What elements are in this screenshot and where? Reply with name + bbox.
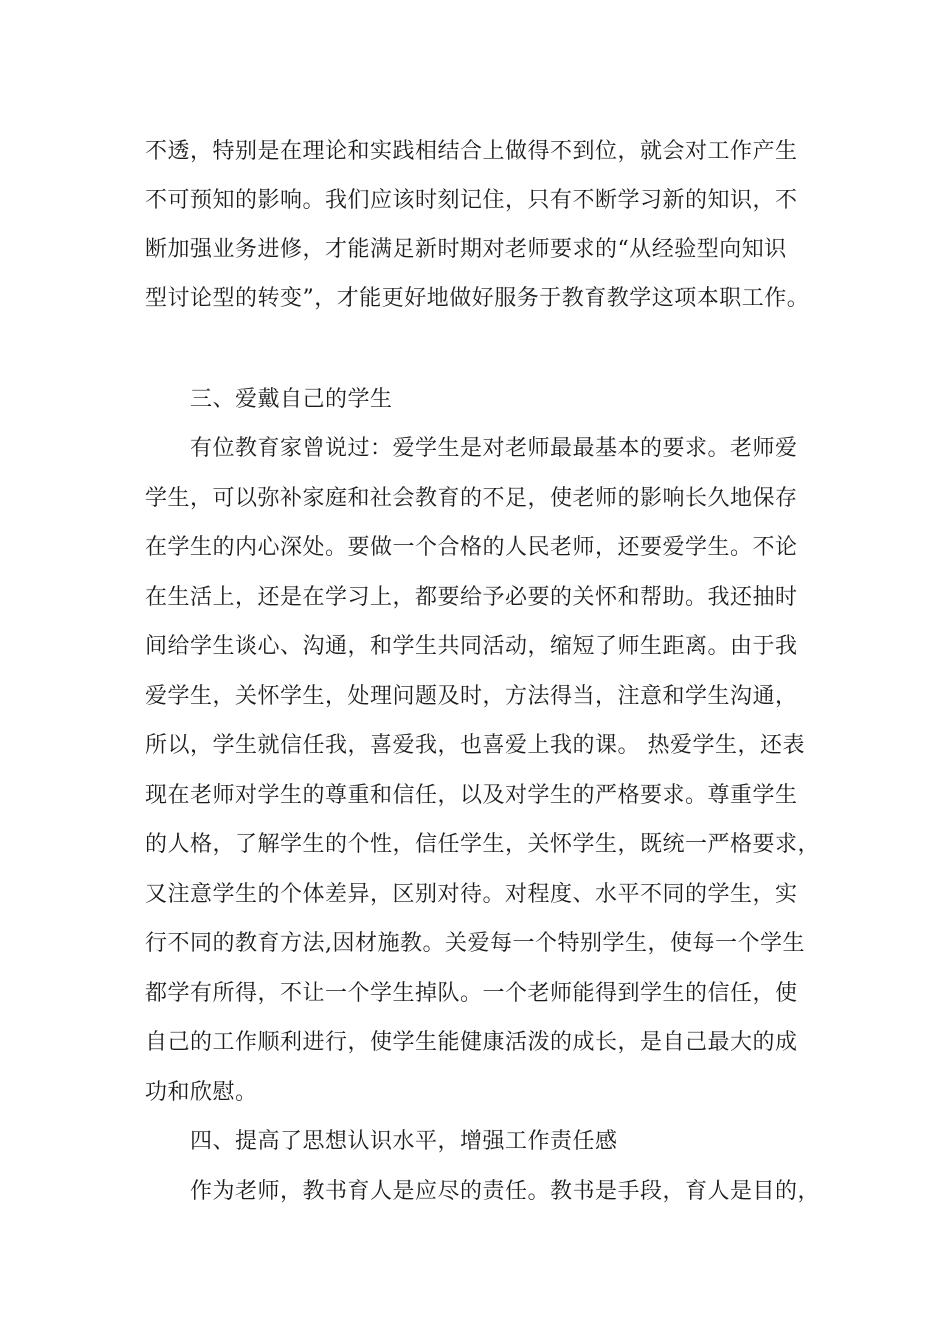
paragraph-line: 所以，学生就信任我，喜爱我，也喜爱上我的课。 热爱学生，还表 — [145, 733, 805, 758]
paragraph-line: 作为老师，教书育人是应尽的责任。教书是手段，育人是目的， — [190, 1179, 821, 1204]
paragraph-line: 现在老师对学生的尊重和信任，以及对学生的严格要求。尊重学生 — [145, 783, 798, 808]
paragraph-line: 行不同的教育方法,因材施教。关爱每一个特别学生，使每一个学生 — [145, 931, 805, 956]
paragraph-line: 在学生的内心深处。要做一个合格的人民老师，还要爱学生。不论 — [145, 535, 798, 560]
paragraph-line: 功和欣慰。 — [145, 1080, 258, 1105]
paragraph-line: 都学有所得，不让一个学生掉队。一个老师能得到学生的信任，使 — [145, 981, 798, 1006]
paragraph-line: 的人格，了解学生的个性，信任学生，关怀学生，既统一严格要求， — [145, 832, 821, 857]
section-heading-4: 四、提高了思想认识水平，增强工作责任感 — [190, 1129, 618, 1154]
paragraph-line: 爱学生，关怀学生，处理问题及时，方法得当，注意和学生沟通， — [145, 684, 798, 709]
paragraph-line: 在生活上，还是在学习上，都要给予必要的关怀和帮助。我还抽时 — [145, 585, 798, 610]
paragraph-line: 不可预知的影响。我们应该时刻记住，只有不断学习新的知识，不 — [145, 188, 798, 213]
paragraph-line: 学生，可以弥补家庭和社会教育的不足，使老师的影响长久地保存 — [145, 486, 798, 511]
paragraph-line: 又注意学生的个体差异，区别对待。对程度、水平不同的学生，实 — [145, 882, 798, 907]
paragraph-line: 型讨论型的转变”，才能更好地做好服务于教育教学这项本职工作。 — [145, 286, 810, 311]
paragraph-line: 断加强业务进修，才能满足新时期对老师要求的“从经验型向知识 — [145, 237, 787, 262]
section-heading-3: 三、爱戴自己的学生 — [190, 387, 393, 412]
paragraph-line: 间给学生谈心、沟通，和学生共同活动，缩短了师生距离。由于我 — [145, 634, 798, 659]
paragraph-line: 自己的工作顺利进行，使学生能健康活泼的成长，是自己最大的成 — [145, 1030, 798, 1055]
paragraph-line: 有位教育家曾说过：爱学生是对老师最最基本的要求。老师爱 — [190, 436, 798, 461]
paragraph-line: 不透，特别是在理论和实践相结合上做得不到位，就会对工作产生 — [145, 139, 798, 164]
